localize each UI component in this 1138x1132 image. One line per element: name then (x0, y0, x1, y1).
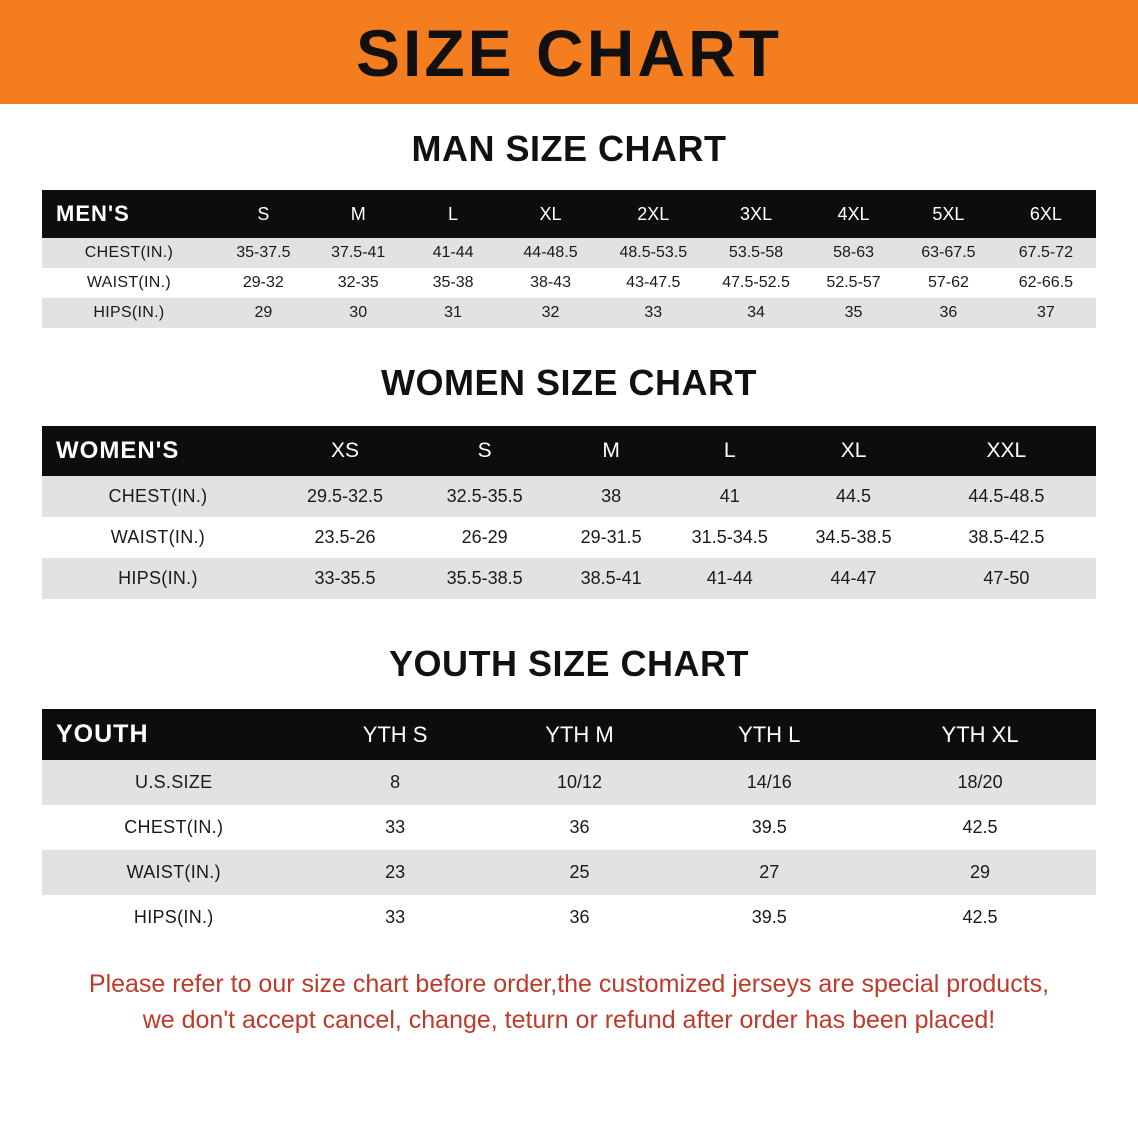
women-row-label: WAIST(IN.) (110, 527, 206, 547)
men-cell: 35-38 (432, 274, 474, 291)
table-row (42, 558, 1096, 599)
men-cell: 63-67.5 (921, 244, 976, 261)
women-table-body (42, 476, 1096, 599)
men-size-table (42, 190, 1096, 328)
women-cell: 41 (719, 486, 740, 506)
table-header-row (42, 190, 1096, 238)
man-section-title: MAN SIZE CHART (411, 128, 727, 169)
youth-cell: 8 (390, 772, 401, 792)
men-column-header: 5XL (932, 203, 965, 224)
women-cell: 38.5-42.5 (968, 527, 1045, 547)
men-cell: 58-63 (833, 244, 875, 261)
women-row-label: CHEST(IN.) (108, 486, 208, 506)
men-cell: 47.5-52.5 (722, 274, 790, 291)
note-line-2: we don't accept cancel, change, teturn or refund after order has been placed! (142, 1006, 996, 1035)
youth-corner-label: YOUTH (56, 720, 149, 748)
men-cell: 48.5-53.5 (619, 244, 688, 261)
men-column-header: XL (539, 203, 562, 224)
men-cell: 33 (644, 304, 663, 321)
women-cell: 29.5-32.5 (306, 486, 384, 506)
youth-table-wrap (0, 709, 1138, 940)
women-cell: 23.5-26 (314, 527, 376, 547)
men-cell: 41-44 (432, 244, 474, 261)
men-cell: 32-35 (337, 274, 379, 291)
women-cell: 38 (601, 486, 622, 506)
youth-column-header: YTH M (545, 721, 614, 747)
men-cell: 30 (349, 304, 368, 321)
women-cell: 34.5-38.5 (815, 527, 892, 547)
man-table-wrap (0, 190, 1138, 328)
men-row-label: WAIST(IN.) (86, 274, 172, 291)
men-column-header: S (257, 203, 270, 224)
women-column-header: XS (331, 439, 360, 462)
men-cell: 29 (254, 304, 273, 321)
men-cell: 29-32 (242, 274, 284, 291)
men-cell: 38-43 (530, 274, 571, 291)
women-cell: 29-31.5 (580, 527, 642, 547)
men-cell: 62-66.5 (1018, 274, 1074, 291)
youth-cell: 18/20 (957, 772, 1003, 792)
men-cell: 32 (541, 304, 560, 321)
women-cell: 44.5-48.5 (968, 486, 1045, 506)
men-cell: 36 (939, 304, 958, 321)
men-column-header: 3XL (740, 203, 773, 224)
youth-cell: 25 (569, 862, 590, 882)
women-column-header: M (602, 439, 620, 462)
youth-row-label: CHEST(IN.) (124, 817, 224, 837)
youth-cell: 33 (385, 907, 406, 927)
men-cell: 43-47.5 (626, 274, 681, 291)
men-cell: 52.5-57 (826, 274, 881, 291)
men-cell: 37.5-41 (331, 244, 386, 261)
youth-column-header: YTH XL (941, 721, 1019, 747)
women-cell: 44-47 (830, 568, 877, 588)
women-table-header (42, 426, 1096, 476)
youth-cell: 33 (385, 817, 406, 837)
table-row (42, 805, 1096, 850)
men-row-label: HIPS(IN.) (93, 304, 165, 321)
men-cell: 35-37.5 (236, 244, 291, 261)
men-table-header (42, 190, 1096, 238)
page-title: SIZE CHART (356, 16, 782, 90)
youth-size-table (42, 709, 1096, 940)
table-row (42, 850, 1096, 895)
men-cell: 35 (844, 304, 863, 321)
men-column-header: 4XL (837, 203, 870, 224)
men-cell: 44-48.5 (523, 244, 578, 261)
men-column-header: M (350, 203, 366, 224)
women-table-wrap (0, 426, 1138, 599)
women-corner-label: WOMEN'S (56, 437, 180, 464)
women-column-header: XL (840, 439, 867, 462)
men-table-body (42, 238, 1096, 328)
table-row (42, 760, 1096, 805)
women-cell: 32.5-35.5 (446, 486, 523, 506)
table-header-row (42, 426, 1096, 476)
youth-section-title: YOUTH SIZE CHART (388, 643, 749, 684)
youth-cell: 14/16 (746, 772, 792, 792)
women-size-table (42, 426, 1096, 599)
table-row (42, 895, 1096, 940)
women-cell: 33-35.5 (314, 568, 376, 588)
men-cell: 34 (747, 304, 765, 321)
men-corner-label: MEN'S (56, 201, 130, 226)
men-column-header: 2XL (637, 203, 670, 224)
men-row-label: CHEST(IN.) (84, 244, 174, 261)
men-cell: 53.5-58 (728, 244, 784, 261)
women-section-title: WOMEN SIZE CHART (381, 362, 757, 403)
youth-cell: 29 (970, 862, 991, 882)
table-row (42, 517, 1096, 558)
youth-cell: 39.5 (751, 817, 787, 837)
youth-cell: 42.5 (962, 817, 998, 837)
order-policy-note (34, 966, 1104, 1039)
women-column-header: S (477, 439, 492, 462)
table-row (42, 298, 1096, 328)
table-row (42, 268, 1096, 298)
youth-row-label: WAIST(IN.) (126, 862, 221, 882)
table-header-row (42, 709, 1096, 760)
women-cell: 44.5 (836, 486, 872, 506)
men-column-header: L (448, 203, 459, 224)
youth-table-body (42, 760, 1096, 940)
youth-row-label: HIPS(IN.) (133, 907, 214, 927)
youth-column-header: YTH S (362, 721, 428, 747)
youth-cell: 23 (385, 862, 406, 882)
youth-row-label: U.S.SIZE (135, 772, 213, 792)
women-row-label: HIPS(IN.) (118, 568, 198, 588)
page-banner (0, 0, 1138, 104)
women-cell: 41-44 (706, 568, 753, 588)
men-cell: 67.5-72 (1018, 244, 1074, 261)
table-row (42, 238, 1096, 268)
women-cell: 35.5-38.5 (446, 568, 523, 588)
women-cell: 38.5-41 (580, 568, 642, 588)
men-cell: 37 (1037, 304, 1055, 321)
table-row (42, 476, 1096, 517)
men-cell: 31 (444, 304, 462, 321)
men-cell: 57-62 (927, 274, 969, 291)
note-line-1: Please refer to our size chart before order,the customized jerseys are special products, (88, 970, 1050, 998)
youth-cell: 39.5 (751, 907, 787, 927)
women-column-header: XXL (986, 439, 1027, 462)
youth-cell: 36 (569, 817, 590, 837)
youth-cell: 36 (569, 907, 590, 927)
women-column-header: L (723, 439, 736, 462)
women-cell: 31.5-34.5 (691, 527, 768, 547)
youth-cell: 42.5 (962, 907, 998, 927)
youth-column-header: YTH L (738, 721, 801, 747)
men-column-header: 6XL (1029, 203, 1062, 224)
youth-table-header (42, 709, 1096, 760)
women-cell: 26-29 (461, 527, 508, 547)
youth-cell: 10/12 (557, 772, 603, 792)
women-cell: 47-50 (983, 568, 1030, 588)
youth-cell: 27 (759, 862, 780, 882)
